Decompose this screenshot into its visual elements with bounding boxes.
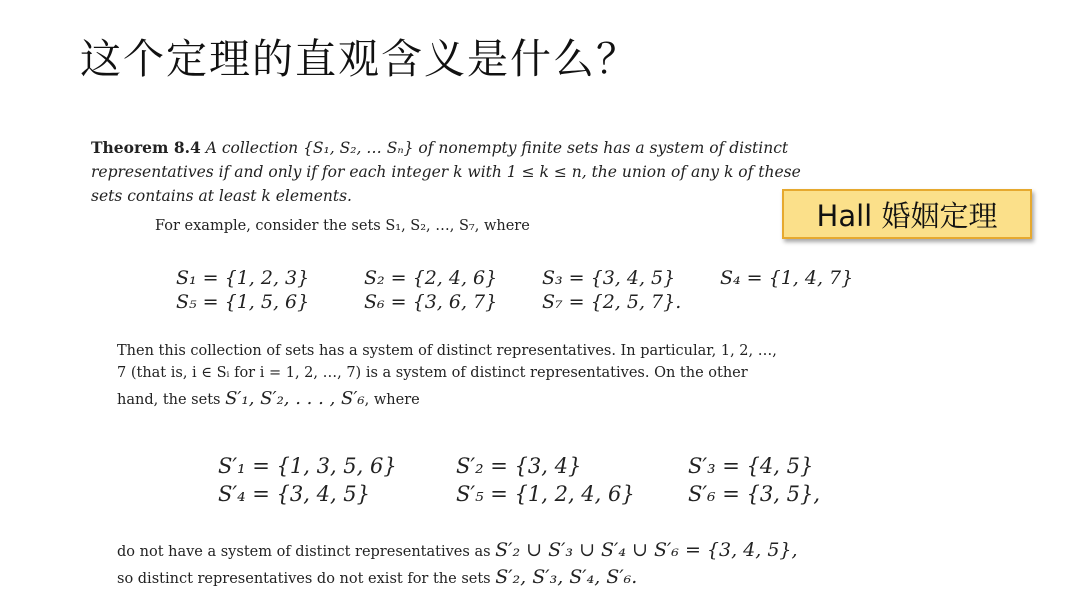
first-set-collection [176,266,853,314]
paragraph-1-line-1: Then this collection of sets has a system of distinct representatives. In particular, 1, 2, …, [117,343,777,359]
set-s1-prime: S′₁ = {1, 3, 5, 6} [218,454,397,478]
paragraph-1-line-3-suffix: , where [364,392,420,408]
paragraph-2-line-2 [117,565,798,592]
paragraph-1 [117,340,777,411]
paragraph-1-line-3-math: S′₁, S′₂, . . . , S′₆ [225,388,365,409]
paragraph-2-line-1 [117,538,798,565]
set-s2-prime: S′₂ = {3, 4} [456,454,582,478]
first-sets-row-1 [176,266,853,290]
page-title: 这个定理的直观含义是什么？ [80,35,639,83]
theorem-line-2: representatives if and only if for each integer k with 1 ≤ k ≤ n, the union of any k of these [91,163,801,181]
sets-list-math: S′₂, S′₃, S′₄, S′₆. [495,566,638,588]
example-intro: For example, consider the sets S₁, S₂, …, S₇, where [155,218,530,234]
paragraph-2 [117,538,798,592]
set-s3-prime: S′₃ = {4, 5} [688,454,814,478]
theorem-text-1: A collection {S₁, S₂, … Sₙ} of nonempty finite sets has a system of distinct [205,139,789,157]
hall-theorem-badge: Hall 婚姻定理 [782,189,1032,239]
set-s5: S₅ = {1, 5, 6} [176,291,310,313]
set-s4-prime: S′₄ = {3, 4, 5} [218,482,371,506]
set-s3: S₃ = {3, 4, 5} [542,267,676,289]
paragraph-2-line-1-prefix: do not have a system of distinct representatives as [117,544,496,560]
theorem-line-1 [91,136,961,160]
union-equation: S′₂ ∪ S′₃ ∪ S′₄ ∪ S′₆ = {3, 4, 5}, [495,539,798,561]
set-s4: S₄ = {1, 4, 7} [720,267,854,289]
second-sets-row-2 [218,480,820,508]
paragraph-1-line-3-prefix: hand, the sets [117,392,226,408]
theorem-line-3: sets contains at least k elements. [91,187,352,205]
second-sets-row-1 [218,452,820,480]
set-s2: S₂ = {2, 4, 6} [364,267,498,289]
paragraph-2-line-2-prefix: so distinct representatives do not exist for the sets [117,571,496,587]
set-s6: S₆ = {3, 6, 7} [364,291,498,313]
second-set-collection [218,452,820,508]
set-s7: S₇ = {2, 5, 7}. [542,291,682,313]
theorem-heading: Theorem 8.4 [91,138,201,157]
paragraph-1-line-3 [117,388,777,411]
set-s6-prime: S′₆ = {3, 5}, [688,482,820,506]
first-sets-row-2 [176,290,853,314]
set-s5-prime: S′₅ = {1, 2, 4, 6} [456,482,635,506]
set-s1: S₁ = {1, 2, 3} [176,267,310,289]
paragraph-1-line-2: 7 (that is, i ∈ Sᵢ for i = 1, 2, …, 7) is a system of distinct representatives. On the other [117,365,748,381]
